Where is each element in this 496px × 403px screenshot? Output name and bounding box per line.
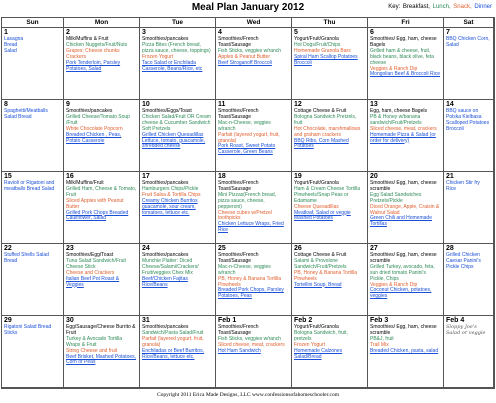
day-cell xyxy=(140,28,216,100)
day-number: 7 xyxy=(446,29,450,36)
meal-entry: Pork Roast, Sweet Potato Casserole, Green Beans xyxy=(218,143,276,156)
meal-entry: Frozen Yogurt xyxy=(294,341,326,348)
day-cell xyxy=(444,28,494,100)
meal-entry: Smoothies/ Egg, ham, cheese scramble xyxy=(370,252,437,264)
day-number: Feb 1 xyxy=(218,317,237,324)
meal-entry: Chicken Nuggets/Fruit/Nuts xyxy=(66,41,128,48)
meal-entry: Chicken Stir fry Rice xyxy=(446,180,480,192)
day-cell xyxy=(2,100,64,172)
meal-entry: Munchie Platter: Diced Cheese/Salami/Crackers/ Fruit/veggies Chex Mix xyxy=(142,257,199,276)
meal-entry: Grilled Chicken Quesadillas Lettuce, tomato, guacamole, shredded cheese xyxy=(142,131,206,150)
meal-entry: White Chocolate Popcorn xyxy=(66,125,123,132)
meal-entry: PB, Honey & Banana Tortilla Pinwheels xyxy=(218,275,282,288)
meal-entry: Italian Beef Pot Roast & Veggies xyxy=(66,275,120,288)
day-cell xyxy=(140,172,216,244)
meal-entry: BBQ sauce on Polska Kielbasa Scalloped Potatoes Broccoli xyxy=(446,108,490,132)
meal-entry: Veggies & Ranch Dip xyxy=(370,65,418,72)
day-cell xyxy=(444,100,494,172)
day-header-wed: Wed xyxy=(216,18,292,28)
meal-entry: Smoothies/pancakes xyxy=(142,36,189,42)
day-number: 9 xyxy=(66,101,70,108)
day-cell xyxy=(368,244,444,316)
day-number: 28 xyxy=(446,245,454,252)
meal-entry: Yogurt/Fruit/Granola xyxy=(294,36,339,42)
day-number: 2 xyxy=(66,29,70,36)
meal-entry: String Cheese and fruit xyxy=(66,347,118,354)
day-cell xyxy=(2,316,64,388)
day-number: 26 xyxy=(294,245,302,252)
meal-entry: Grilled Pork Chops Breaded Cauliflower, Salad xyxy=(66,209,129,222)
meal-entry: Fruit Salsa & Tortilla Chips xyxy=(142,191,201,198)
meal-entry: Smoothies/French Toast/Sausage xyxy=(218,108,259,120)
meal-entry: Creamy Chicken Burritos guacamole, sour cream, tomatoes, lettuce etc. xyxy=(142,197,198,216)
day-header-fri: Fri xyxy=(368,18,444,28)
meal-entry: Homemade Granola Bars xyxy=(294,47,351,54)
meal-entry: Smoothies/Eggs/Toast xyxy=(142,108,192,114)
day-cell xyxy=(2,244,64,316)
day-number: 30 xyxy=(66,317,74,324)
meal-entry: Smoothies/French Toast/Sausage xyxy=(218,252,259,264)
meal-entry: Spaghetti/Meatballs Salad Bread xyxy=(4,108,48,120)
calendar-grid xyxy=(1,17,495,389)
day-number: 19 xyxy=(294,173,302,180)
day-cell xyxy=(444,316,494,388)
color-key xyxy=(387,4,492,10)
meal-entry: Grilled Ham, Cheese & Tomato, Fruit xyxy=(66,185,137,198)
meal-entry: Yogurt/Fruit/Granola xyxy=(294,324,339,330)
page-title: Meal Plan January 2012 xyxy=(191,2,305,13)
meal-entry: Enchiladas or Beef Burritos, Rice/Beans, lettuce etc. xyxy=(142,347,204,360)
meal-entry: Egg Salad Sandwiches Pretzels/Pickle xyxy=(370,191,422,204)
meal-entry: PB & Honey w/banana sandwich/Fruit/Pretzels xyxy=(370,113,422,126)
day-number: 14 xyxy=(446,101,454,108)
meal-entry: Cottage Cheese & Fruit xyxy=(294,252,347,258)
meal-entry: Chicken Lettuce Wraps, Fried Rice xyxy=(218,221,284,234)
meal-entry: Stuffed Shells Salad Bread xyxy=(4,252,49,264)
meal-entry: Grilled Cheese/Tomato Soup /Fruit xyxy=(66,113,130,126)
meal-entry: Rigatoni Salad Bread Sticks xyxy=(4,324,52,336)
copyright-footer: Copyright 2011 Erica Made Designs, LLC www.confessionsofahomeschooler.com xyxy=(157,392,339,398)
day-number: 12 xyxy=(294,101,302,108)
meal-entry: Mongolian Beef & Broccoli Rice xyxy=(370,71,441,78)
meal-entry: Cheese cubes w/Pretzel toothpicks xyxy=(218,209,272,222)
meal-entry: Smoothies/French Toast/Sausage xyxy=(218,180,259,192)
meal-entry: Taco Salad or Enchilada Casserole, Beans/Rice, etc xyxy=(142,59,203,72)
meal-entry: Grilled ham & cheese, fruit, black beans, black olive, feta cheese xyxy=(370,47,434,66)
meal-entry: Chicken Salad/Fruit OR Cream cheese & Cucumber Sandwich Soft Pretzels xyxy=(142,113,211,132)
meal-entry: Grilled Turkey, avocado, feta, sun dried tomato Panini's Pickle, Chips xyxy=(370,263,435,282)
day-cell xyxy=(216,316,292,388)
meal-entry: Smoothies/pancakes xyxy=(142,180,189,186)
day-cell xyxy=(368,100,444,172)
meal-entry: Sandwich/Pasta Salad/Fruit xyxy=(142,329,204,336)
meal-entry: Egg, ham, cheese Bagels xyxy=(370,108,427,114)
key-label: Key: xyxy=(388,4,401,10)
meal-entry: Smoothies/French Toast/Sausage xyxy=(218,324,259,336)
meal-entry: Milk/Muffins/Fruit xyxy=(66,180,104,186)
day-cell xyxy=(216,244,292,316)
day-cell xyxy=(64,28,140,100)
day-number: 20 xyxy=(370,173,378,180)
day-number: 13 xyxy=(370,101,378,108)
meal-entry: Smoothies/pancakes xyxy=(66,108,113,114)
day-number: 31 xyxy=(142,317,150,324)
day-number: 10 xyxy=(142,101,150,108)
meal-entry: Ham & Cream Cheese Tortilla Pinwheels/Snap Peas or Edamame xyxy=(294,185,361,204)
meal-entry: Mac-n-Cheese, veggies w/ranch xyxy=(218,263,271,276)
meal-entry: Hot Chocolate, marshmallows and graham crackers xyxy=(294,125,361,138)
day-number: 22 xyxy=(4,245,12,252)
meal-entry: Parfait (layered yogurt, fruit, granola) xyxy=(142,335,204,348)
meal-entry: Cheese and Crackers xyxy=(66,269,115,276)
day-cell xyxy=(64,100,140,172)
day-cell xyxy=(140,244,216,316)
day-number: 11 xyxy=(218,101,226,108)
meal-entry: Cheese Quesadillas xyxy=(294,203,339,210)
day-number: Feb 3 xyxy=(370,317,389,324)
day-cell xyxy=(64,316,140,388)
meal-entry: Apples & Peanut Butter xyxy=(218,53,270,60)
day-cell xyxy=(292,100,368,172)
meal-entry: Bread xyxy=(4,41,18,48)
meal-entry: PB, Honey & Banana Tortilla Pinwheels xyxy=(294,269,358,282)
meal-entry: Green Chili and Homemade Tortillas xyxy=(370,215,432,228)
meal-entry: Tortellini Soup, Bread xyxy=(294,281,342,288)
day-cell xyxy=(444,244,494,316)
meal-entry: Fish Sticks, veggies w/ranch xyxy=(218,335,282,342)
meal-entry: Salami & Provolone Sandwich/Fruit/Pretzels xyxy=(294,257,347,270)
key-lunch: Lunch, xyxy=(432,4,451,10)
meal-entry: Spiral Ham Scallop Potatoes Broccoli xyxy=(294,53,358,66)
meal-entry: Sliced cheese, meat, crackers xyxy=(218,341,285,348)
meal-entry: Fish Sticks, veggies w/ranch xyxy=(218,47,282,54)
meal-entry: Smoothies/ Egg, ham, cheese scramble xyxy=(370,324,437,336)
day-cell xyxy=(216,172,292,244)
day-cell xyxy=(368,316,444,388)
meal-entry: Beef/Chicken Fajitas Rice/Beans xyxy=(142,275,188,288)
day-number: 17 xyxy=(142,173,150,180)
meal-entry: Beef Brisket, Mashed Potatoes, Corn or Peas xyxy=(66,353,137,366)
day-number: 27 xyxy=(370,245,378,252)
meal-entry: Hamburgers Chips/Pickle xyxy=(142,185,199,192)
day-number: 24 xyxy=(142,245,150,252)
meal-entry: Smoothies/ Egg, ham, cheese scramble xyxy=(370,180,437,192)
meal-entry: Hot Ham Sandwich xyxy=(218,347,261,354)
day-number: Feb 2 xyxy=(294,317,313,324)
day-number: 18 xyxy=(218,173,226,180)
day-cell xyxy=(216,100,292,172)
day-header-tue: Tue xyxy=(140,18,216,28)
day-cell xyxy=(2,172,64,244)
day-number: 16 xyxy=(66,173,74,180)
day-number: Feb 4 xyxy=(446,317,465,324)
meal-entry: Smoothies/Egg/Toast xyxy=(66,252,114,258)
day-header-thu: Thu xyxy=(292,18,368,28)
meal-entry: Grilled Chicken Caesar Panini's Pickle Chips xyxy=(446,252,481,270)
meal-entry: Coconut Chicken, potatoes, veggies xyxy=(370,287,432,300)
meal-entry: Sliced cheese, meat, crackers xyxy=(370,125,437,132)
day-cell xyxy=(292,244,368,316)
day-header-mon: Mon xyxy=(64,18,140,28)
day-number: 1 xyxy=(4,29,8,36)
day-header-sat: Sat xyxy=(444,18,494,28)
meal-entry: Lasagna xyxy=(4,36,24,42)
day-header-sun: Sun xyxy=(2,18,64,28)
meal-entry: PB&J, fruit xyxy=(370,335,394,342)
meal-entry: Milk/Muffins & Fruit xyxy=(66,36,109,42)
meal-entry: Breaded Pork Chops, Parsley Potatoes, Peas xyxy=(218,287,284,300)
meal-entry: Meatloaf, Salad or veggie Mashed Potatoes xyxy=(294,209,351,222)
day-number: 29 xyxy=(4,317,12,324)
meal-entry: Ravioli or Rigatoni and meatballs Bread Salad xyxy=(4,180,55,192)
day-cell xyxy=(140,316,216,388)
meal-entry: Hot Dogs/Fruit/Chips xyxy=(294,41,341,48)
day-cell xyxy=(368,28,444,100)
meal-entry: Diced Orange, Apple, Craisin & Walnut Salad xyxy=(370,203,440,216)
key-snack: Snack, xyxy=(453,4,472,10)
day-cell xyxy=(444,172,494,244)
meal-entry: Bologna Sandwich Pretzels, fruit xyxy=(294,113,357,126)
meal-entry: Grapes; Cheese chunks Crackers xyxy=(66,47,120,60)
day-cell xyxy=(64,172,140,244)
meal-entry: Smoothies/pancakes xyxy=(142,252,189,258)
meal-entry: Pork Tenderloin, Parsley Potatoes, Salad xyxy=(66,59,121,72)
meal-entry: Parfait (layered yogurt, fruit, granola) xyxy=(218,131,280,144)
meal-entry: Smoothies/French Toast/Sausage xyxy=(218,36,259,48)
day-cell xyxy=(2,28,64,100)
meal-entry: Bologna Sandwich, fruit, pretzels xyxy=(294,329,348,342)
day-cell xyxy=(292,172,368,244)
day-number: 6 xyxy=(370,29,374,36)
day-number: 25 xyxy=(218,245,226,252)
day-number: 3 xyxy=(142,29,146,36)
meal-entry: Mini Pizzas(French bread, pizza sauce, cheese, pepperoni) xyxy=(218,191,277,210)
meal-entry: Smoothies/ Egg, ham, cheese Bagels xyxy=(370,36,437,48)
day-number: 4 xyxy=(218,29,222,36)
meal-entry: Sliced Apples with Peanut Butter xyxy=(66,197,124,210)
meal-entry: Trail Mix xyxy=(370,341,389,348)
meal-entry: Tuna Salad Sandwich/Fruit Cheese Stick xyxy=(66,257,126,270)
day-cell xyxy=(292,28,368,100)
meal-entry: Beef Stroganoff Broccoli xyxy=(218,59,272,66)
meal-entry: Sloppy Joe's Salad or veggie xyxy=(446,324,486,336)
key-dinner: Dinner xyxy=(474,4,492,10)
meal-entry: Egg/Sausage/Cheese Burrito & Fruit xyxy=(66,324,136,336)
meal-entry: Cottage Cheese & Fruit xyxy=(294,108,347,114)
day-number: 15 xyxy=(4,173,12,180)
day-cell xyxy=(140,100,216,172)
meal-entry: Salad xyxy=(4,47,17,54)
meal-entry: Homemade Pizza & Salad (or order for delivery) xyxy=(370,131,436,144)
meal-entry: Breaded Chicken, pasta, salad xyxy=(370,347,439,354)
day-cell xyxy=(368,172,444,244)
meal-entry: Pizza Bites (French bread, pizza sauce, cheese, toppings) xyxy=(142,41,211,54)
day-number: 5 xyxy=(294,29,298,36)
meal-entry: Frozen Yogurt xyxy=(142,53,174,60)
day-number: 21 xyxy=(446,173,454,180)
meal-entry: Smoothies/pancakes xyxy=(142,324,189,330)
meal-entry: Turkey & Avocado Tortilla Wraps & Fruit xyxy=(66,335,123,348)
day-number: 8 xyxy=(4,101,8,108)
day-cell xyxy=(292,316,368,388)
meal-entry: BBQ Chicken Corn, Salad xyxy=(446,36,490,48)
key-breakfast: Breakfast, xyxy=(402,4,430,10)
meal-entry: Mac-n-Cheese, veggies w/ranch xyxy=(218,119,271,132)
meal-entry: BBQ Ribs, Corn Mashed Potatoes xyxy=(294,137,349,150)
meal-entry: Homemade Calzones Salad/Bread xyxy=(294,347,343,360)
day-cell xyxy=(216,28,292,100)
meal-entry: Yogurt/Fruit/Granola xyxy=(294,180,339,186)
day-cell xyxy=(64,244,140,316)
meal-entry: Breaded Chicken , Peas, Potato Casserole xyxy=(66,131,122,144)
meal-entry: Veggies & Ranch Dip xyxy=(370,281,418,288)
day-number: 23 xyxy=(66,245,74,252)
